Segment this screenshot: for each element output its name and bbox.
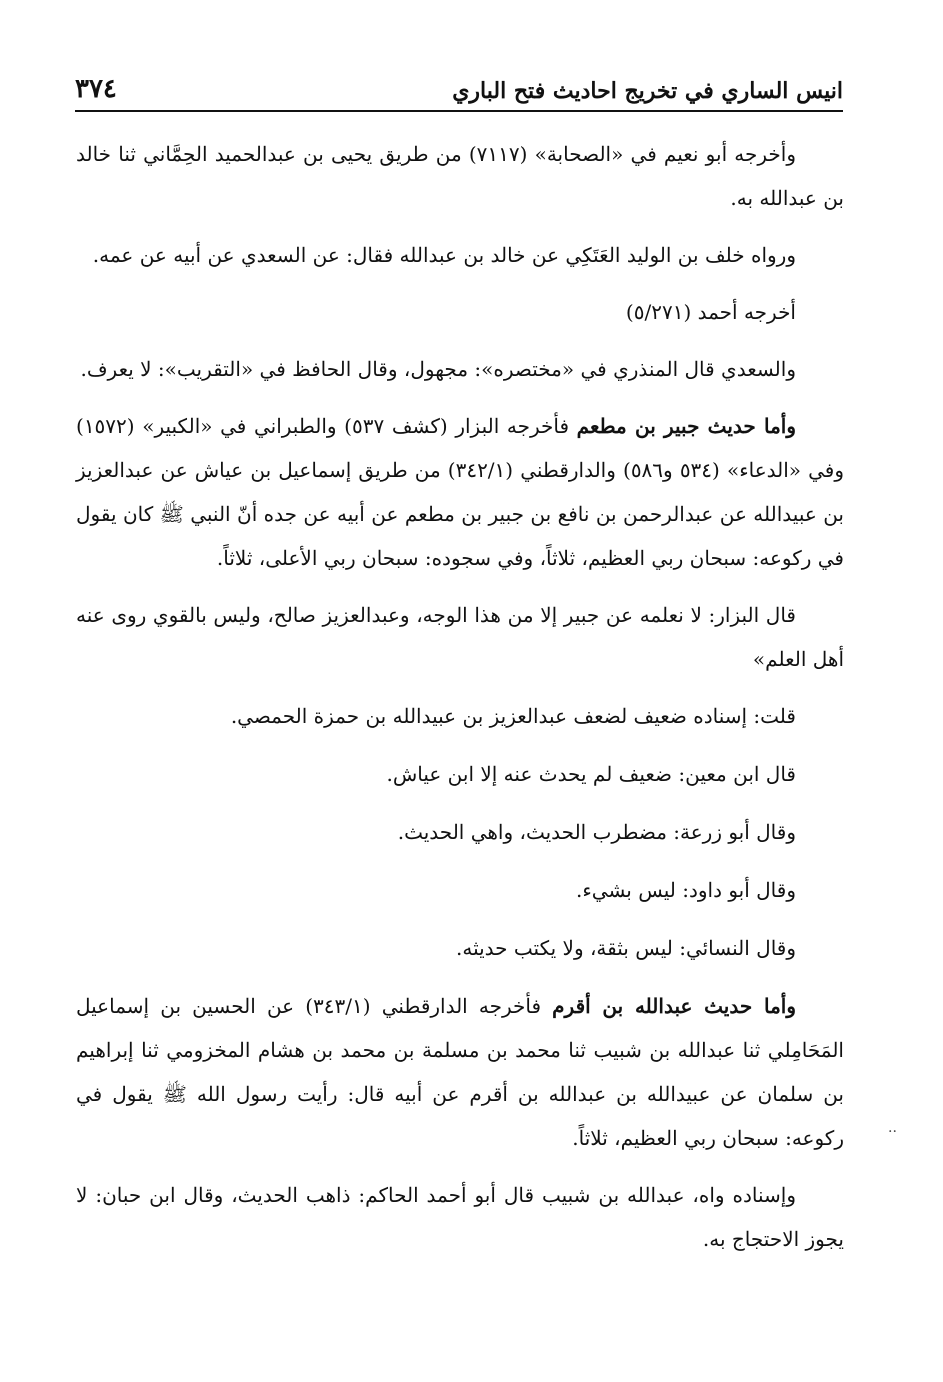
bold-lead: وأما حديث جبير بن مطعم	[576, 414, 797, 438]
paragraph: ورواه خلف بن الوليد العَتَكِي عن خالد بن عبدالله فقال: عن السعدي عن أبيه عن عمه.	[92, 243, 796, 267]
margin-mark: ..	[888, 1120, 897, 1136]
paragraph: وأما حديث جبير بن مطعم فأخرجه البزار (كشف ٥٣٧) والطبراني في «الكبير» (١٥٧٢) وفي «الدعاء» (٥٣٤ و٥٨٦) والدارقطني (٣٤٢/١) من طريق إسماعيل بن عياش عن عبدالعزيز بن عبيدالله عن عبدالرحمن بن نافع بن جبير بن مطعم عن أبيه عن جده أنّ النبي ﷺ كان يقول في ركوعه: سبحان ربي العظيم، ثلاثاً، وفي سجوده: سبحان ربي الأعلى، ثلاثاً.	[76, 414, 844, 570]
paragraph: أخرجه أحمد (٥/٢٧١)	[625, 300, 796, 324]
page-header	[75, 74, 843, 112]
quote-line: وقال أبو زرعة: مضطرب الحديث، واهي الحديث.	[397, 820, 796, 844]
quote-line: قال ابن معين: ضعيف لم يحدث عنه إلا ابن عياش.	[386, 762, 796, 786]
paragraph: والسعدي قال المنذري في «مختصره»: مجهول، وقال الحافظ في «التقريب»: لا يعرف.	[80, 357, 796, 381]
running-title: انيس الساري في تخريج احاديث فتح الباري	[452, 78, 843, 104]
quote-line: وقال النسائي: ليس بثقة، ولا يكتب حديثه.	[456, 936, 796, 960]
paragraph: وأما حديث عبدالله بن أقرم فأخرجه الدارقطني (٣٤٣/١) عن الحسين بن إسماعيل المَحَامِلي ثنا عبدالله بن شبيب ثنا محمد بن مسلمة بن محمد بن هشام المخزومي ثنا إبراهيم بن سلمان عن عبيدالله بن عبدالله بن أقرم عن أبيه قال: رأيت رسول الله ﷺ يقول في ركوعه: سبحان ربي العظيم، ثلاثاً.	[76, 994, 844, 1150]
quote-line: قلت: إسناده ضعيف لضعف عبدالعزيز بن عبيدالله بن حمزة الحمصي.	[230, 704, 796, 728]
quote-line: وقال أبو داود: ليس بشيء.	[576, 878, 796, 902]
page-body	[76, 132, 844, 1274]
page-number: ٣٧٤	[75, 74, 117, 104]
bold-lead: وأما حديث عبدالله بن أقرم	[552, 994, 796, 1018]
paragraph: وإسناده واه، عبدالله بن شبيب قال أبو أحمد الحاكم: ذاهب الحديث، وقال ابن حبان: لا يجوز الاحتجاج به.	[76, 1183, 844, 1251]
paragraph: قال البزار: لا نعلمه عن جبير إلا من هذا الوجه، وعبدالعزيز صالح، وليس بالقوي روى عنه أهل العلم»	[76, 603, 844, 671]
paragraph: وأخرجه أبو نعيم في «الصحابة» (٧١١٧) من طريق يحيى بن عبدالحميد الحِمَّاني ثنا خالد بن عبدالله به.	[76, 142, 844, 210]
